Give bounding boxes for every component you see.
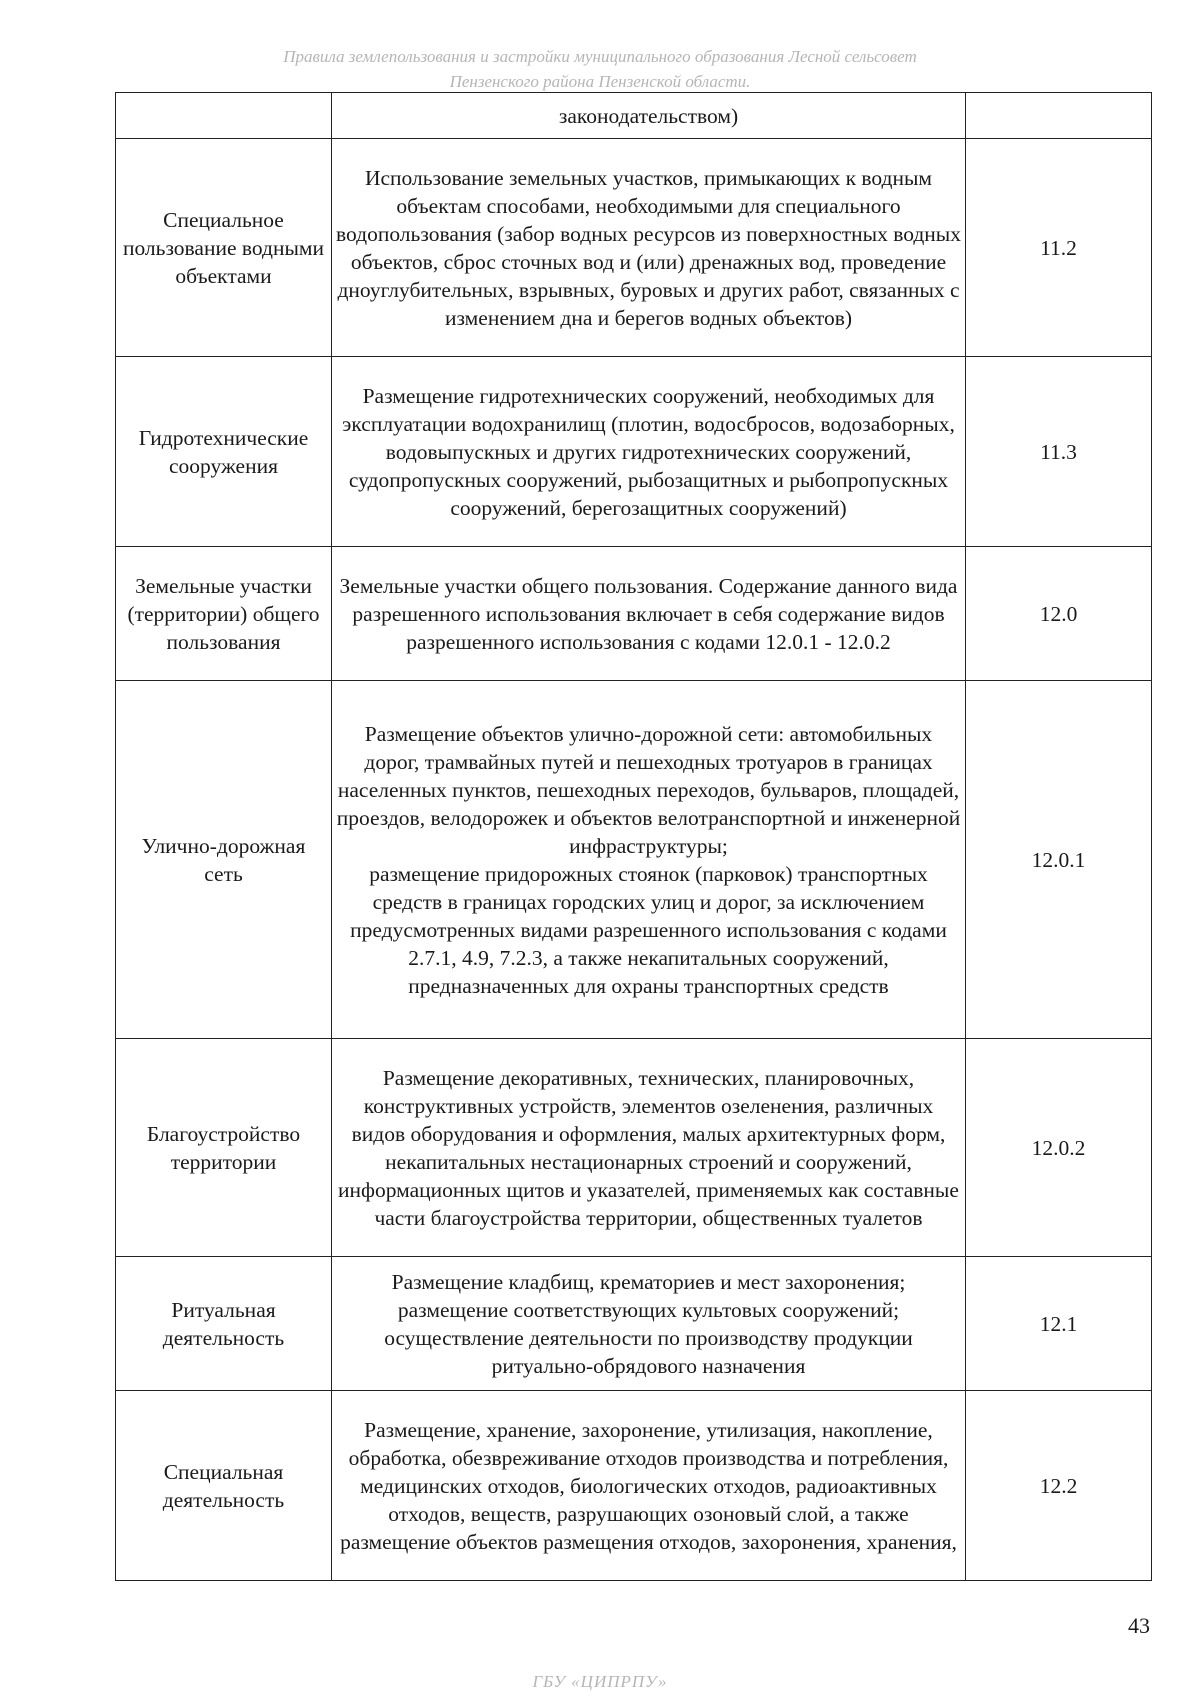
footer-watermark: ГБУ «ЦИПРПУ» [532, 1672, 668, 1691]
row-description: законодательством) [332, 93, 966, 139]
row-code [966, 93, 1152, 139]
row-code: 12.0 [966, 547, 1152, 681]
row-name: Улично-дорожная сеть [116, 681, 332, 1039]
row-name: Земельные участки (территории) общего пользования [116, 547, 332, 681]
row-description-cell [332, 681, 966, 1039]
row-code: 12.0.2 [966, 1039, 1152, 1257]
table-row [116, 93, 1152, 139]
row-description: Земельные участки общего пользования. Содержание данного вида разрешенного использования включает в себя содержание видов разрешенного использования с кодами 12.0.1 - 12.0.2 [332, 547, 966, 681]
row-description: Размещение декоративных, технических, планировочных, конструктивных устройств, элементов озеленения, различных видов оборудования и оформления, малых архитектурных форм, некапитальных нестационарных строений и сооружений, информационных щитов и указателей, применяемых как составные части благоустройства территории, общественных туалетов [332, 1039, 966, 1257]
row-name: Специальная деятельность [116, 1391, 332, 1581]
row-description: Размещение объектов улично-дорожной сети: автомобильных дорог, трамвайных путей и пешеходных тротуаров в границах населенных пунктов, пешеходных переходов, бульваров, площадей, проездов, велодорожек и объектов велотранспортной и инженерной инфраструктуры; [336, 721, 961, 858]
row-code: 11.2 [966, 139, 1152, 357]
row-name: Благоустройство территории [116, 1039, 332, 1257]
header-line-2: Пензенского района Пензенской области. [449, 72, 751, 91]
header-line-1: Правила землепользования и застройки муниципального образования Лесной сельсовет [283, 47, 917, 66]
row-description: Размещение, хранение, захоронение, утилизация, накопление, обработка, обезвреживание отходов производства и потребления, медицинских отходов, биологических отходов, радиоактивных отходов, веществ, разрушающих озоновый слой, а также размещение объектов размещения отходов, захоронения, хранения, [332, 1391, 966, 1581]
table-row [116, 681, 1152, 1039]
row-description: Размещение кладбищ, крематориев и мест захоронения; [391, 1269, 906, 1294]
running-header [180, 44, 1020, 94]
row-description: Использование земельных участков, примыкающих к водным объектам способами, необходимыми для специального водопользования (забор водных ресурсов из поверхностных водных объектов, сброс сточных вод и (или) дренажных вод, проведение дноуглубительных, взрывных, буровых и других работ, связанных с изменением дна и берегов водных объектов) [332, 139, 966, 357]
row-description-continued: размещение придорожных стоянок (парковок) транспортных средств в границах городских улиц и дорог, за исключением предусмотренных видами разрешенного использования с кодами 2.7.1, 4.9, 7.2.3, а также некапитальных сооружений, предназначенных для охраны транспортных средств [350, 861, 947, 998]
row-name: Гидротехнические сооружения [116, 357, 332, 547]
row-description-continued: размещение соответствующих культовых сооружений; [397, 1297, 900, 1322]
row-code: 12.0.1 [966, 681, 1152, 1039]
row-name: Ритуальная деятельность [116, 1257, 332, 1391]
table-row [116, 1257, 1152, 1391]
table-row [116, 357, 1152, 547]
page-number: 43 [1128, 1613, 1150, 1638]
row-name [116, 93, 332, 139]
row-description: Размещение гидротехнических сооружений, необходимых для эксплуатации водохранилищ (плотин, водосбросов, водозаборных, водовыпускных и других гидротехнических сооружений, судопропускных сооружений, рыбозащитных и рыбопропускных сооружений, берегозащитных сооружений) [332, 357, 966, 547]
row-code: 11.3 [966, 357, 1152, 547]
table-row [116, 139, 1152, 357]
row-description-cell [332, 1257, 966, 1391]
table-row [116, 547, 1152, 681]
land-use-table [115, 92, 1152, 1581]
row-code: 12.2 [966, 1391, 1152, 1581]
table-row [116, 1391, 1152, 1581]
table-row [116, 1039, 1152, 1257]
row-description-continued-2: осуществление деятельности по производству продукции ритуально-обрядового назначения [384, 1325, 913, 1378]
row-name: Специальное пользование водными объектами [116, 139, 332, 357]
row-code: 12.1 [966, 1257, 1152, 1391]
